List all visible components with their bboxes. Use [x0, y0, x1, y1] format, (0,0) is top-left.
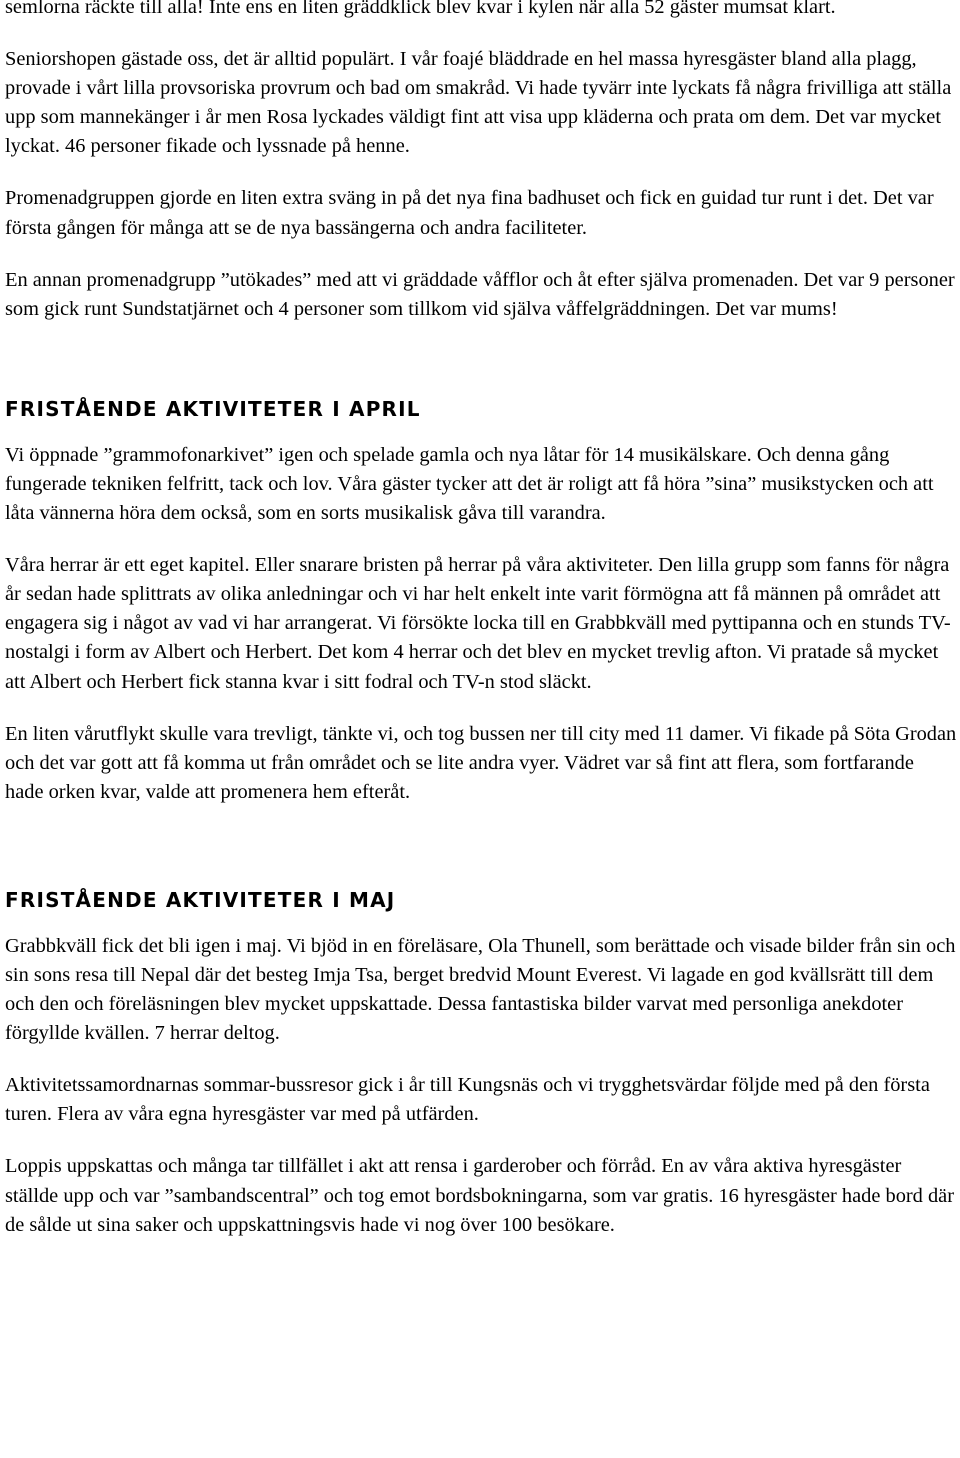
paragraph-bussresor: Aktivitetssamordnarnas sommar-bussresor gick i år till Kungsnäs och vi trygghetsvärdar följde med på den första turen. Flera av våra egna hyresgäster var med på utfärden. [5, 1074, 930, 1126]
section-heading-maj: FRISTÅENDE AKTIVITETER I MAJ [5, 887, 396, 912]
paragraph-herrar: Våra herrar är ett eget kapitel. Eller snarare bristen på herrar på våra aktiviteter. Den lilla grupp som fanns för några år sedan hade splittrats av olika anledningar och vi har helt enkelt inte varit förmögna att få männen på området att engagera sig i något av vad vi har arrangerat. Vi försökte locka till en Grabbkväll med pyttipanna och en stunds TV-nostalgi i form av Albert och Herbert. Det kom 4 herrar och det blev en mycket trevlig afton. Vi pratade så mycket att Albert och Herbert fick stanna kvar i sitt fodral och TV-n stod släckt. [5, 554, 951, 693]
paragraph-varutflykt: En liten vårutflykt skulle vara trevligt, tänkte vi, och tog bussen ner till city med 11 damer. Vi fikade på Söta Grodan och det var gott att få komma ut från området och se lite andra vyer. Vädret var så fint att flera, som fortfarande hade orken kvar, valde att promenera hem efteråt. [5, 722, 957, 803]
section-heading-april: FRISTÅENDE AKTIVITETER I APRIL [5, 396, 421, 421]
paragraph-semlor: semlorna räckte till alla! Inte ens en liten gräddklick blev kvar i kylen när alla 52 gäster mumsat klart. [5, 0, 836, 18]
paragraph-vafflor: En annan promenadgrupp ”utökades” med att vi gräddade våfflor och åt efter själva promenaden. Det var 9 personer som gick runt Sundstatjärnet och 4 personer som tillkom vid själva våffelgräddningen. Det var mums! [5, 268, 955, 320]
document-page [5, 0, 957, 1263]
paragraph-grabbkvall: Grabbkväll fick det bli igen i maj. Vi bjöd in en föreläsare, Ola Thunell, som berättade och visade bilder från sin och sin sons resa till Nepal där det besteg Imja Tsa, berget bredvid Mount Everest. Vi lagade en god kvällsrätt till dem och den och föreläsningen blev mycket uppskattade. Dessa fantastiska bilder varvat med personliga anekdoter förgyllde kvällen. 7 herrar deltog. [5, 934, 956, 1045]
paragraph-loppis: Loppis uppskattas och många tar tillfället i akt att rensa i garderober och förråd. En av våra aktiva hyresgäster ställde upp och var ”sambandscentral” och tog emot bordsbokningarna, som var gratis. 16 hyresgäster hade bord där de sålde ut sina saker och uppskattningsvis hade vi nog över 100 besökare. [5, 1155, 955, 1236]
paragraph-grammofonarkivet: Vi öppnade ”grammofonarkivet” igen och spelade gamla och nya låtar för 14 musikälskare. Och denna gång fungerade tekniken felfritt, tack och lov. Våra gäster tycker att det är roligt att få höra ”sina” musikstycken och att låta vännerna höra dem också, som en sorts musikalisk gåva till varandra. [5, 443, 934, 525]
paragraph-seniorshopen: Seniorshopen gästade oss, det är alltid populärt. I vår foajé bläddrade en hel massa hyresgäster bland alla plagg, provade i vårt lilla provsoriska provrum och bad om smakråd. Vi hade tyvärr inte lyckats få några frivilliga att ställa upp som mannekänger i år men Rosa lyckades väldigt fint att visa upp kläderna och prata om dem. Det var mycket lyckat. 46 personer fikade och lyssnade på henne. [5, 48, 952, 158]
paragraph-promenadgruppen: Promenadgruppen gjorde en liten extra sväng in på det nya fina badhuset och fick en guidad tur runt i det. Det var första gången för många att se de nya bassängerna och andra faciliteter. [5, 187, 934, 239]
